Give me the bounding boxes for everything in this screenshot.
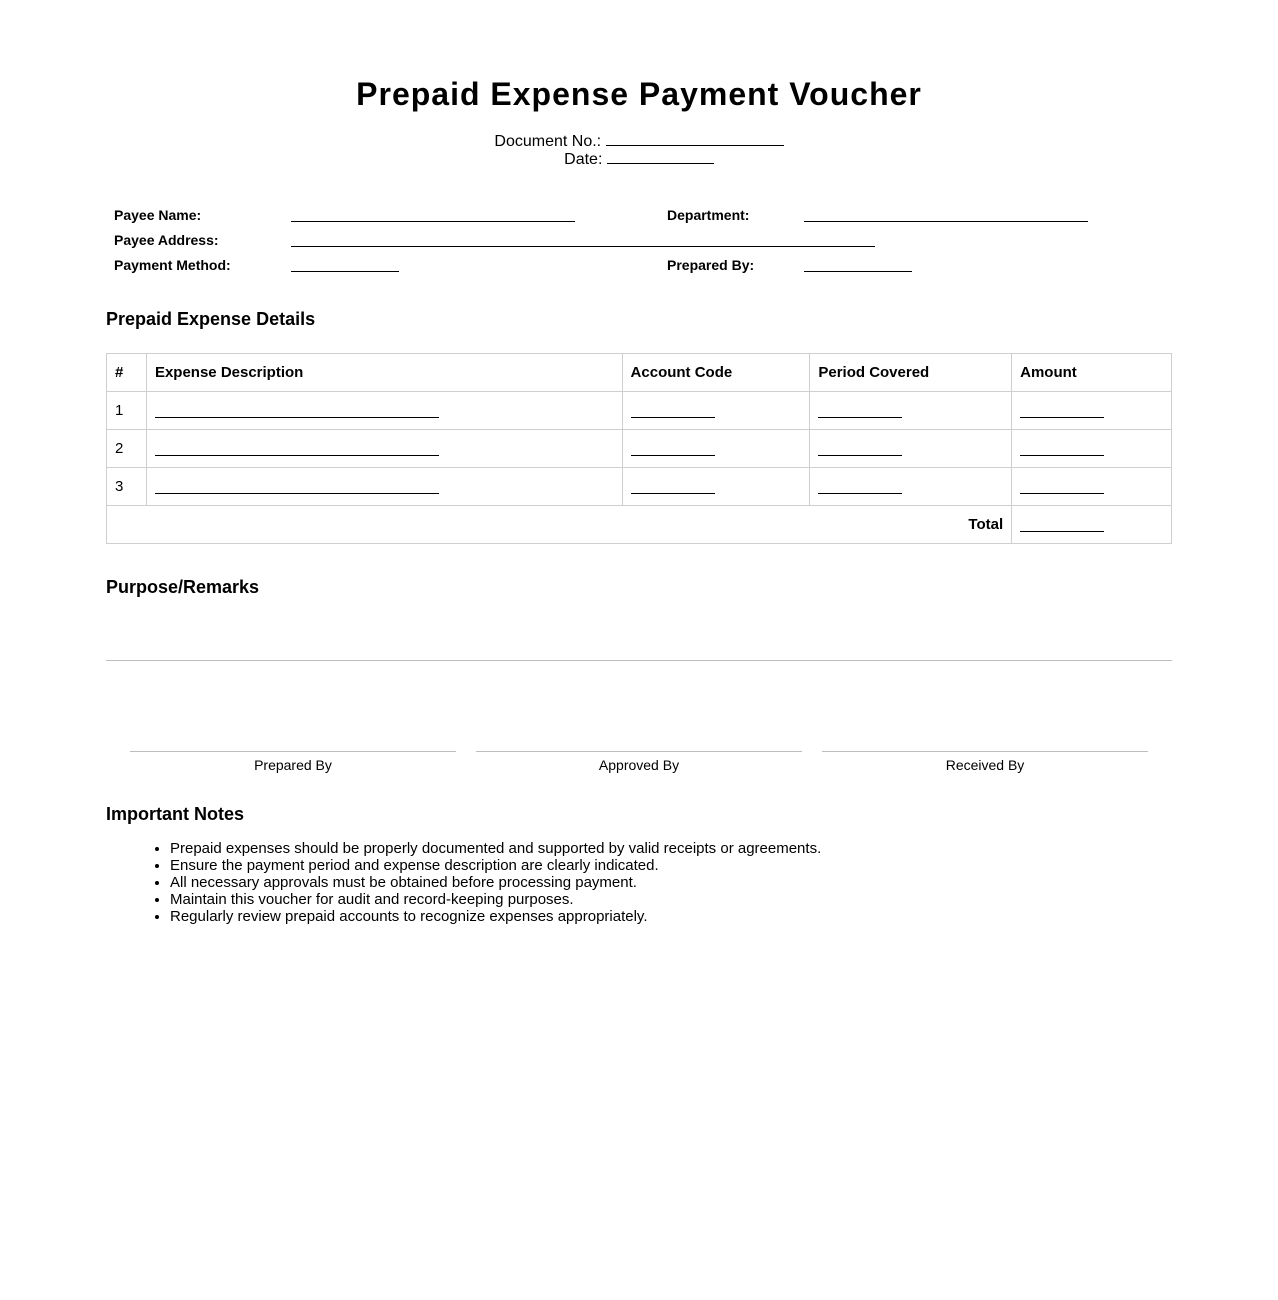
account-code-cell (622, 430, 810, 468)
department-label: Department: (667, 207, 750, 223)
signature-line[interactable] (822, 751, 1148, 752)
signature-label: Prepared By (254, 757, 332, 773)
signature-line[interactable] (476, 751, 802, 752)
period-covered-field[interactable] (818, 493, 902, 494)
description-cell (146, 468, 622, 506)
list-item: • All necessary approvals must be obtained before processing payment. (170, 874, 821, 891)
list-item: • Prepaid expenses should be properly documented and supported by valid receipts or agreements. (170, 840, 821, 857)
signature-line[interactable] (130, 751, 456, 752)
table-row (107, 468, 1172, 506)
column-header-account-code: Account Code (622, 354, 810, 392)
account-code-field[interactable] (631, 455, 715, 456)
description-cell (146, 430, 622, 468)
amount-cell (1012, 468, 1172, 506)
column-header-amount: Amount (1012, 354, 1172, 392)
total-cell (1012, 506, 1172, 544)
period-covered-field[interactable] (818, 455, 902, 456)
row-number: 3 (107, 468, 147, 506)
amount-field[interactable] (1020, 455, 1104, 456)
amount-cell (1012, 430, 1172, 468)
date-row (0, 151, 1278, 169)
account-code-field[interactable] (631, 417, 715, 418)
column-header-period-covered: Period Covered (810, 354, 1012, 392)
signature-label: Approved By (598, 757, 680, 773)
prepared-by-field[interactable] (804, 271, 912, 272)
description-field[interactable] (155, 493, 439, 494)
period-covered-cell (810, 392, 1012, 430)
payee-address-label: Payee Address: (114, 232, 219, 248)
payment-method-field[interactable] (291, 271, 399, 272)
remarks-field[interactable] (106, 660, 1172, 661)
remarks-heading: Purpose/Remarks (106, 577, 260, 597)
amount-cell (1012, 392, 1172, 430)
table-row (107, 392, 1172, 430)
details-heading: Prepaid Expense Details (106, 309, 316, 329)
date-field[interactable] (607, 162, 714, 164)
signature-approved-by (476, 751, 802, 774)
account-code-cell (622, 468, 810, 506)
signature-received-by (822, 751, 1148, 774)
total-label: Total (107, 506, 1012, 544)
payee-address-field[interactable] (291, 246, 875, 247)
document-no-field[interactable] (606, 144, 784, 146)
signature-label: Received By (945, 757, 1025, 773)
account-code-cell (622, 392, 810, 430)
date-label: Date: (564, 151, 603, 168)
notes-list (130, 840, 821, 925)
signature-prepared-by (130, 751, 456, 774)
table-header-row (107, 354, 1172, 392)
page-title: Prepaid Expense Payment Voucher (356, 76, 922, 112)
document-no-row (0, 133, 1278, 151)
amount-field[interactable] (1020, 493, 1104, 494)
department-field[interactable] (804, 221, 1088, 222)
account-code-field[interactable] (631, 493, 715, 494)
table-row (107, 430, 1172, 468)
row-number: 2 (107, 430, 147, 468)
description-cell (146, 392, 622, 430)
period-covered-field[interactable] (818, 417, 902, 418)
document-no-label: Document No.: (494, 133, 602, 150)
column-header-number: # (107, 354, 147, 392)
list-item: • Maintain this voucher for audit and record-keeping purposes. (170, 891, 821, 908)
payee-name-label: Payee Name: (114, 207, 202, 223)
row-number: 1 (107, 392, 147, 430)
period-covered-cell (810, 430, 1012, 468)
period-covered-cell (810, 468, 1012, 506)
amount-field[interactable] (1020, 417, 1104, 418)
document-meta (0, 133, 1278, 169)
total-row (107, 506, 1172, 544)
description-field[interactable] (155, 455, 439, 456)
list-item: • Ensure the payment period and expense description are clearly indicated. (170, 857, 821, 874)
total-amount-field[interactable] (1020, 531, 1104, 532)
payee-name-field[interactable] (291, 221, 575, 222)
description-field[interactable] (155, 417, 439, 418)
column-header-description: Expense Description (146, 354, 622, 392)
payment-method-label: Payment Method: (114, 257, 231, 273)
list-item: • Regularly review prepaid accounts to recognize expenses appropriately. (170, 908, 821, 925)
notes-heading: Important Notes (106, 804, 245, 824)
prepared-by-label: Prepared By: (667, 257, 755, 273)
expense-details-table (106, 353, 1172, 544)
